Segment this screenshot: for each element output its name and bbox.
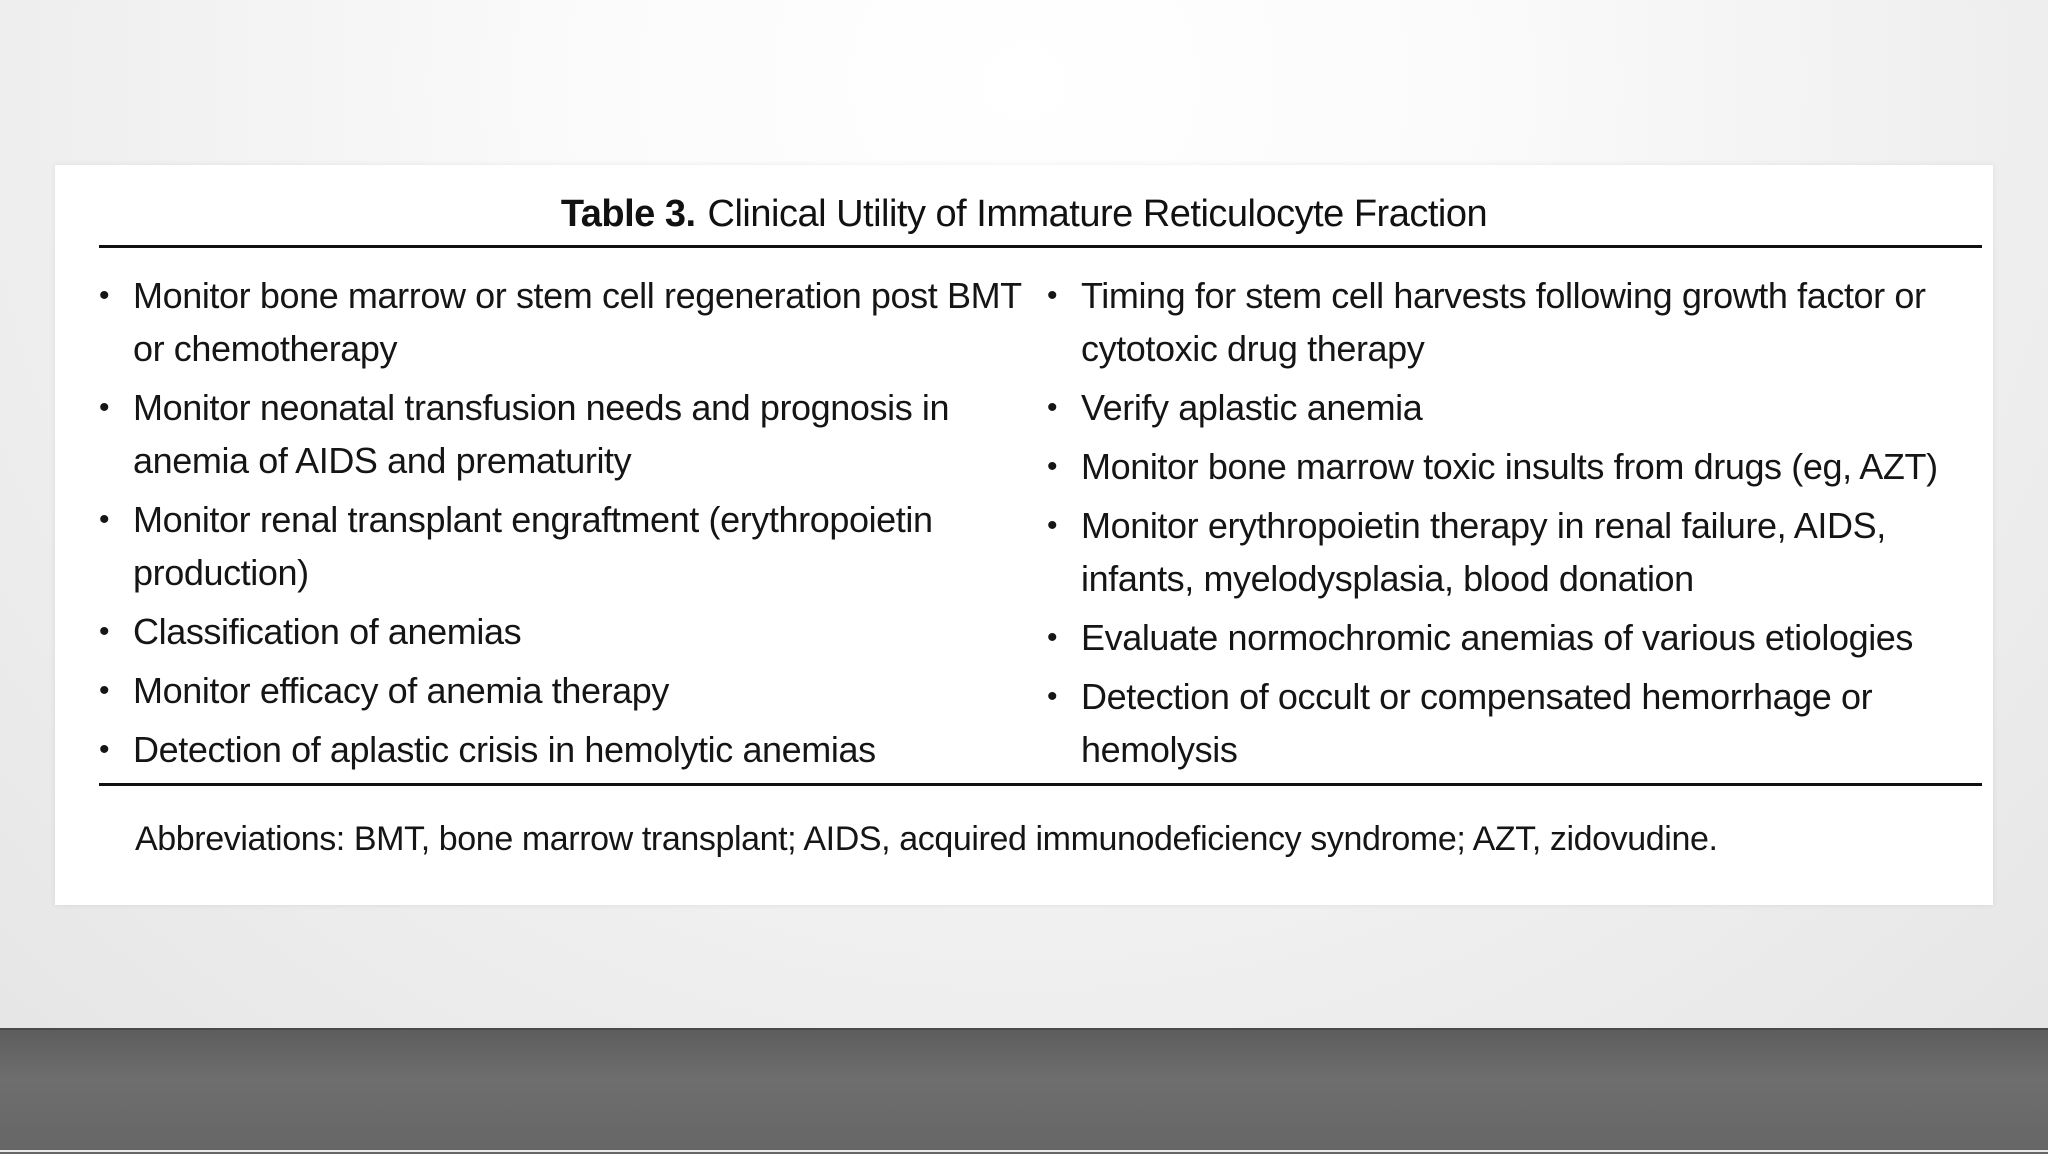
list-item: • Monitor erythropoietin therapy in renal failure, AIDS, infants, myelodysplasia, blood donation (1047, 499, 2007, 605)
bullet: • (99, 503, 110, 536)
right-column (1047, 269, 2007, 782)
bullet: • (99, 733, 110, 766)
bullet: • (99, 674, 110, 707)
bullet: • (1047, 450, 1058, 483)
bullet: • (99, 615, 110, 648)
floor-background (0, 1028, 2048, 1154)
bullet: • (99, 279, 110, 312)
bullet: • (1047, 621, 1058, 654)
bullet: • (1047, 279, 1058, 312)
table-top-rule (99, 245, 1982, 248)
table-title-text: Clinical Utility of Immature Reticulocyte Fraction (707, 193, 1488, 235)
bullet: • (1047, 391, 1058, 424)
list-item: • Timing for stem cell harvests following growth factor or cytotoxic drug therapy (1047, 269, 2007, 375)
list-item: • Detection of occult or compensated hemorrhage or hemolysis (1047, 670, 2007, 776)
list-item: • Monitor bone marrow toxic insults from drugs (eg, AZT) (1047, 440, 2007, 493)
table-footnote: Abbreviations: BMT, bone marrow transplant; AIDS, acquired immunodeficiency syndrome; AZT, zidovudine. (135, 820, 1718, 858)
table-title (55, 193, 1993, 236)
left-column (99, 269, 1039, 782)
table-card (55, 165, 1993, 905)
table-label: Table 3. (560, 193, 696, 235)
list-item: • Verify aplastic anemia (1047, 381, 2007, 434)
bullet: • (1047, 509, 1058, 542)
list-item: • Classification of anemias (99, 605, 1039, 658)
list-item: • Monitor neonatal transfusion needs and prognosis in anemia of AIDS and prematurity (99, 381, 1039, 487)
bullet: • (99, 391, 110, 424)
table-bottom-rule (99, 783, 1982, 786)
list-item: • Monitor renal transplant engraftment (erythropoietin production) (99, 493, 1039, 599)
list-item: • Monitor bone marrow or stem cell regeneration post BMT or chemotherapy (99, 269, 1039, 375)
list-item: • Evaluate normochromic anemias of various etiologies (1047, 611, 2007, 664)
list-item: • Detection of aplastic crisis in hemolytic anemias (99, 723, 1039, 776)
list-item: • Monitor efficacy of anemia therapy (99, 664, 1039, 717)
bullet: • (1047, 680, 1058, 713)
